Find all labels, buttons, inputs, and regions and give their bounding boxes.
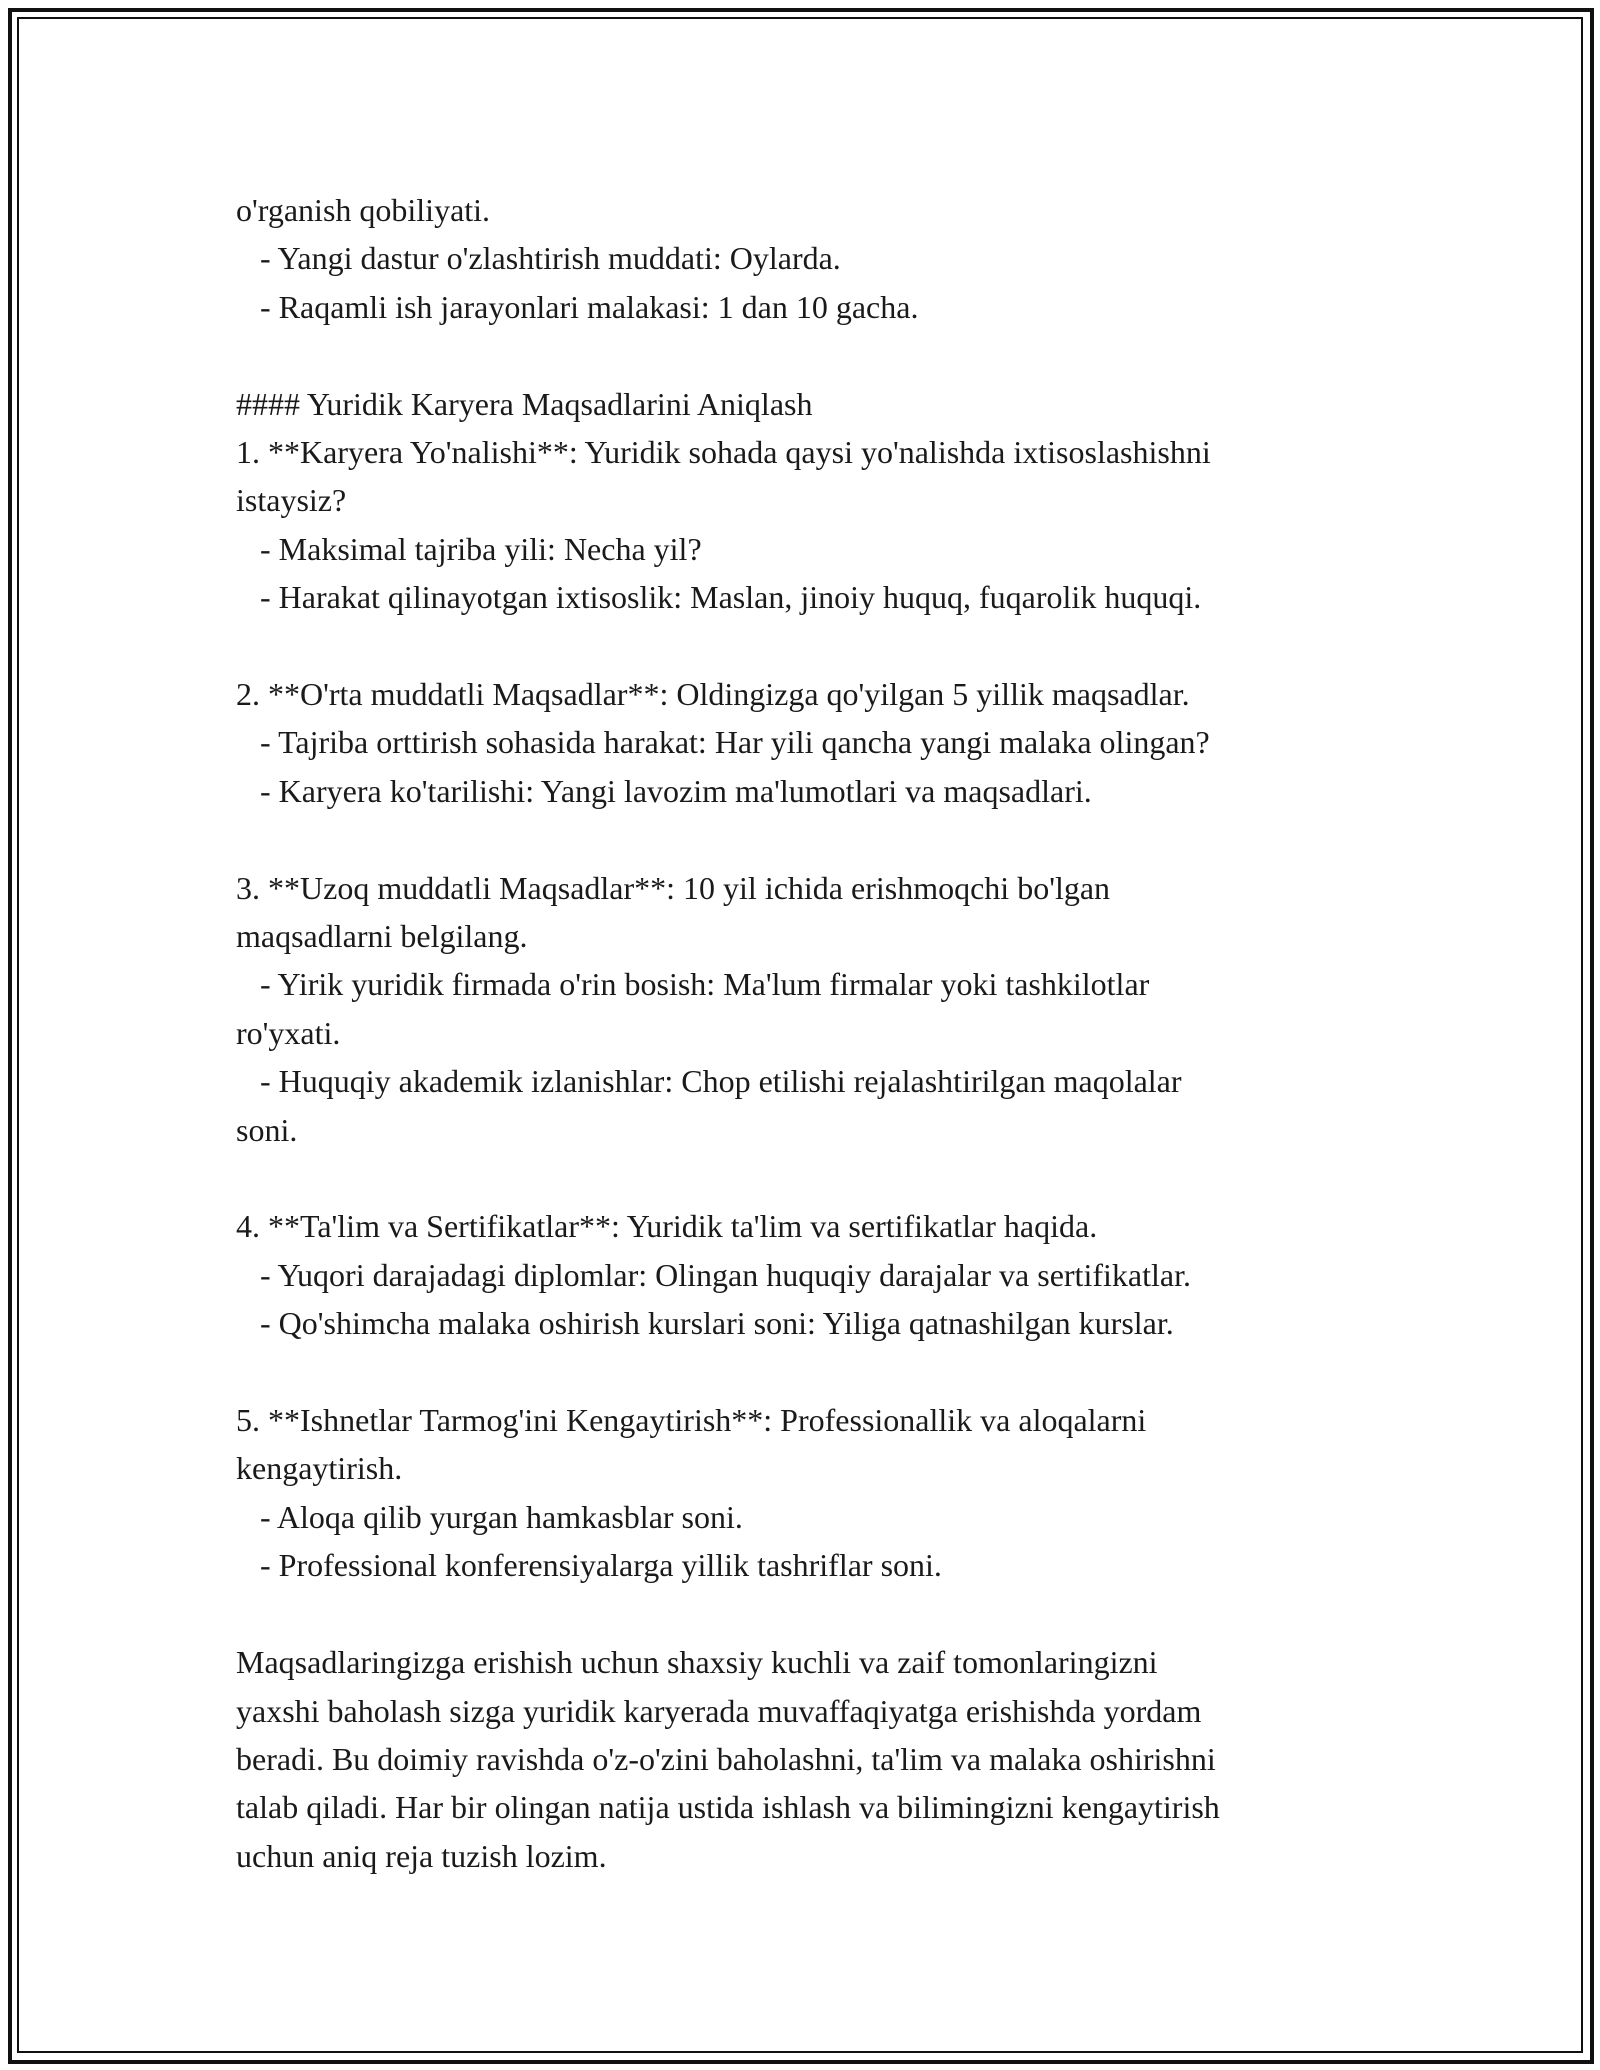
list-item: - Harakat qilinayotgan ixtisoslik: Maslan, jinoiy huquq, fuqarolik huquqi. (236, 579, 1202, 616)
list-item: - Karyera ko'tarilishi: Yangi lavozim ma'lumotlari va maqsadlari. (236, 772, 1092, 809)
numbered-item: 2. **O'rta muddatli Maqsadlar**: Oldingizga qo'yilgan 5 yillik maqsadlar. (236, 676, 1190, 713)
list-item: - Yirik yuridik firmada o'rin bosish: Ma'lum firmalar yoki tashkilotlar (236, 966, 1150, 1003)
text-line: ro'yxati. (236, 1014, 341, 1051)
numbered-item: 5. **Ishnetlar Tarmog'ini Kengaytirish**: Professionallik va aloqalarni (236, 1402, 1147, 1439)
paragraph-line: talab qiladi. Har bir olingan natija ustida ishlash va bilimingizni kengaytirish (236, 1789, 1220, 1826)
blank-line (236, 622, 1376, 670)
numbered-item: 4. **Ta'lim va Sertifikatlar**: Yuridik ta'lim va sertifikatlar haqida. (236, 1208, 1098, 1245)
paragraph-line: beradi. Bu doimiy ravishda o'z-o'zini baholashni, ta'lim va malaka oshirishni (236, 1740, 1216, 1777)
document-body (236, 186, 1376, 1880)
list-item: - Yangi dastur o'zlashtirish muddati: Oylarda. (236, 240, 841, 277)
paragraph-line: Maqsadlaringizga erishish uchun shaxsiy kuchli va zaif tomonlaringizni (236, 1644, 1158, 1681)
blank-line (236, 1348, 1376, 1396)
list-item: - Huquqiy akademik izlanishlar: Chop etilishi rejalashtirilgan maqolalar (236, 1063, 1182, 1100)
list-item: - Tajriba orttirish sohasida harakat: Har yili qancha yangi malaka olingan? (236, 724, 1210, 761)
blank-line (236, 331, 1376, 379)
numbered-item: 1. **Karyera Yo'nalishi**: Yuridik sohada qaysi yo'nalishda ixtisoslashishni (236, 434, 1211, 471)
numbered-item: 3. **Uzoq muddatli Maqsadlar**: 10 yil ichida erishmoqchi bo'lgan (236, 869, 1111, 906)
paragraph-line: yaxshi baholash sizga yuridik karyerada muvaffaqiyatga erishishda yordam (236, 1692, 1202, 1729)
list-item: - Yuqori darajadagi diplomlar: Olingan huquqiy darajalar va sertifikatlar. (236, 1256, 1191, 1293)
text-line: istaysiz? (236, 482, 347, 519)
list-item: - Raqamli ish jarayonlari malakasi: 1 dan 10 gacha. (236, 288, 919, 325)
text-line: maqsadlarni belgilang. (236, 918, 528, 955)
text-line: kengaytirish. (236, 1450, 403, 1487)
blank-line (236, 1154, 1376, 1202)
text-line: soni. (236, 1111, 298, 1148)
section-heading: #### Yuridik Karyera Maqsadlarini Aniqlash (236, 385, 813, 422)
list-item: - Qo'shimcha malaka oshirish kurslari soni: Yiliga qatnashilgan kurslar. (236, 1305, 1174, 1342)
blank-line (236, 1590, 1376, 1638)
paragraph-line: uchun aniq reja tuzish lozim. (236, 1837, 607, 1874)
list-item: - Aloqa qilib yurgan hamkasblar soni. (236, 1498, 743, 1535)
text-line: o'rganish qobiliyati. (236, 192, 491, 228)
list-item: - Professional konferensiyalarga yillik tashriflar soni. (236, 1547, 942, 1584)
list-item: - Maksimal tajriba yili: Necha yil? (236, 530, 702, 567)
blank-line (236, 815, 1376, 863)
